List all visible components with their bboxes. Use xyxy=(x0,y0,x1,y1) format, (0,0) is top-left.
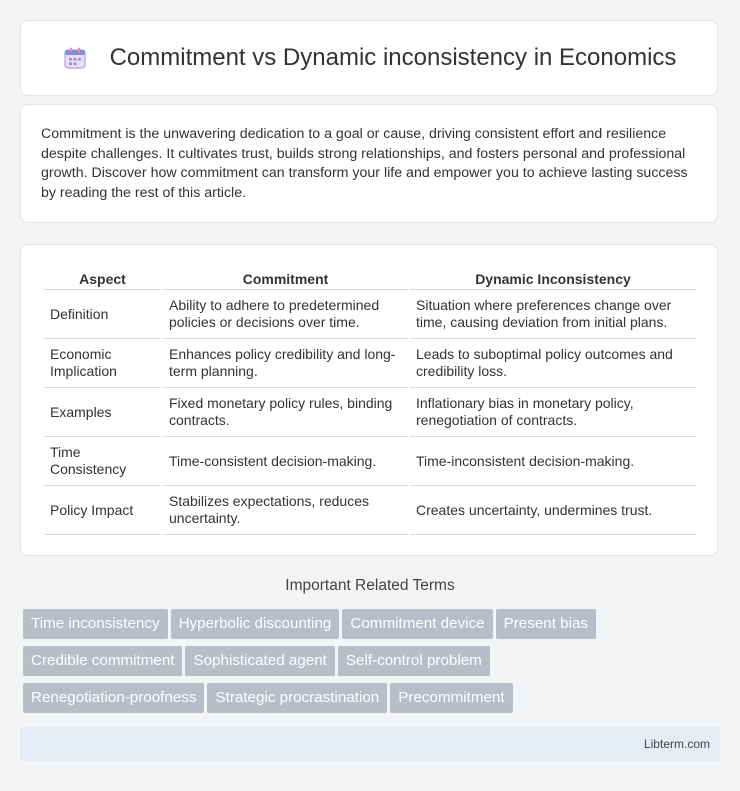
related-term-tag[interactable]: Time inconsistency xyxy=(23,609,168,639)
related-terms-list xyxy=(23,609,723,720)
intro-text: Commitment is the unwavering dedication to a goal or cause, driving consistent effort and resilience despite challenges. It cultivates trust, builds strong relationships, and fosters personal and professional growth. Discover how commitment can transform your life and empower you to achieve lasting success by reading the rest of this article. xyxy=(41,126,688,201)
table-cell: Economic Implication xyxy=(44,339,161,388)
related-term-tag[interactable]: Hyperbolic discounting xyxy=(171,609,340,639)
table-cell: Time-inconsistent decision-making. xyxy=(410,437,696,486)
table-cell: Fixed monetary policy rules, binding contracts. xyxy=(163,388,408,437)
footer-site-link[interactable]: Libterm.com xyxy=(643,737,710,751)
column-header-aspect: Aspect xyxy=(44,266,161,290)
table-cell: Time Consistency xyxy=(44,437,161,486)
related-term-tag[interactable]: Strategic procrastination xyxy=(207,683,387,713)
table-cell: Enhances policy credibility and long-term planning. xyxy=(163,339,408,388)
table-cell: Creates uncertainty, undermines trust. xyxy=(410,486,696,535)
table-cell: Examples xyxy=(44,388,161,437)
comparison-table-card xyxy=(20,244,718,556)
table-row xyxy=(44,388,696,437)
table-row xyxy=(44,290,696,339)
related-term-tag[interactable]: Commitment device xyxy=(342,609,492,639)
intro-card xyxy=(20,104,718,223)
table-row xyxy=(44,486,696,535)
related-term-tag[interactable]: Sophisticated agent xyxy=(185,646,334,676)
related-term-tag[interactable]: Precommitment xyxy=(390,683,512,713)
table-cell: Definition xyxy=(44,290,161,339)
column-header-dynamic-inconsistency: Dynamic Inconsistency xyxy=(410,266,696,290)
footer xyxy=(20,727,720,761)
table-cell: Leads to suboptimal policy outcomes and credibility loss. xyxy=(410,339,696,388)
table-cell: Time-consistent decision-making. xyxy=(163,437,408,486)
page-title: Commitment vs Dynamic inconsistency in Economics xyxy=(109,44,677,71)
header-card xyxy=(20,20,718,96)
related-terms-title: Important Related Terms xyxy=(285,577,455,594)
table-cell: Stabilizes expectations, reduces uncertainty. xyxy=(163,486,408,535)
related-term-tag[interactable]: Present bias xyxy=(496,609,596,639)
table-cell: Inflationary bias in monetary policy, renegotiation of contracts. xyxy=(410,388,696,437)
comparison-table xyxy=(42,266,698,535)
table-cell: Policy Impact xyxy=(44,486,161,535)
column-header-commitment: Commitment xyxy=(163,266,408,290)
related-term-tag[interactable]: Renegotiation-proofness xyxy=(23,683,204,713)
table-header-row xyxy=(44,266,696,290)
related-term-tag[interactable]: Credible commitment xyxy=(23,646,182,676)
table-cell: Situation where preferences change over time, causing deviation from initial plans. xyxy=(410,290,696,339)
table-row xyxy=(44,437,696,486)
table-cell: Ability to adhere to predetermined policies or decisions over time. xyxy=(163,290,408,339)
calendar-icon xyxy=(62,45,88,71)
table-row xyxy=(44,339,696,388)
related-term-tag[interactable]: Self-control problem xyxy=(338,646,490,676)
